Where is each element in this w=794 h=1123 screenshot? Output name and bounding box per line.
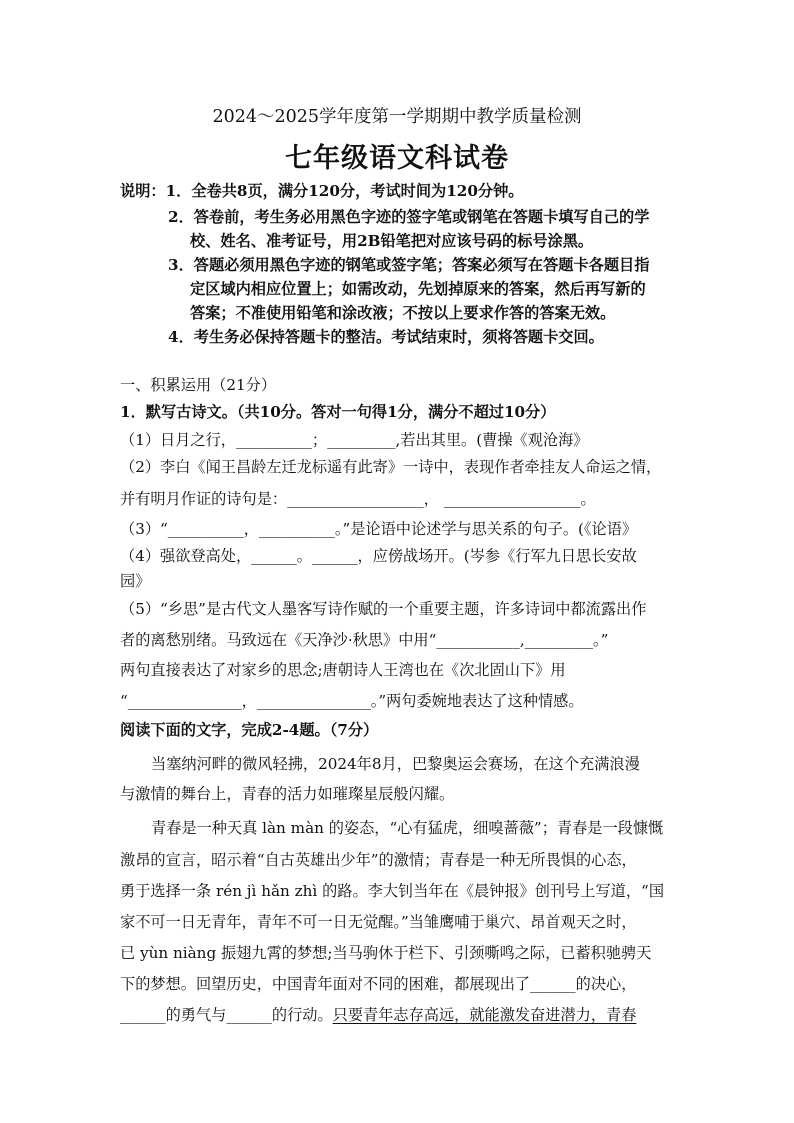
instruction-line: 定区域内相应位置上；如需改动，先划掉原来的答案，然后再写新的 xyxy=(190,280,646,298)
question-line: 两句直接表达了对家乡的思念;唐朝诗人王湾也在《次北固山下》用 xyxy=(120,661,566,679)
paragraph-line: 勇于选择一条 rén jì hǎn zhì 的路。李大钊当年在《晨钟报》创刊号上写道，“国 xyxy=(120,882,665,900)
instruction-line: 2．答卷前，考生务必用黑色字迹的签字笔或钢笔在答题卡填写自己的学 xyxy=(168,208,650,226)
question-line: （4）强欲登高处，______。______，应傍战场开。(岑参《行军九日思长安故 xyxy=(120,547,637,565)
question-line: （2）李白《闻王昌龄左迁龙标遥有此寄》一诗中，表现作者牵挂友人命运之情， xyxy=(120,458,662,476)
question-heading: 1．默写古诗文。（共10分。答对一句得1分，满分不超过10分） xyxy=(120,403,556,421)
paragraph-line: 与激情的舞台上，青春的活力如璀璨星辰般闪耀。 xyxy=(120,785,455,803)
question-line: “_______________，_______________。”两句委婉地表达了这种情感。 xyxy=(120,692,584,710)
exam-title: 七年级语文科试卷 xyxy=(285,143,509,174)
paragraph-line: 已 yùn niàng 振翅九霄的梦想;当马驹休于栏下、引颈嘶鸣之际，已蓄积驰骋天 xyxy=(120,944,652,962)
exam-subtitle: 2024～2025学年度第一学期期中教学质量检测 xyxy=(212,107,582,127)
paragraph-line: 青春是一种天真 làn màn 的姿态，“心有猛虎，细嗅蔷薇”；青春是一段慷慨 xyxy=(151,819,664,837)
section-heading: 一、积累运用（21分） xyxy=(120,376,277,394)
question-line: 者的离愁别绪。马致远在《天净沙·秋思》中用“___________,_________。” xyxy=(120,631,609,649)
instruction-line: 4．考生务必保持答题卡的整洁。考试结束时，须将答题卡交回。 xyxy=(168,328,604,346)
reading-heading: 阅读下面的文字，完成2-4题。（7分） xyxy=(120,721,379,739)
paragraph-line xyxy=(120,1005,636,1025)
paragraph-line: 家不可一日无青年，青年不可一日无觉醒。”当雏鹰哺于巢穴、昂首观天之时， xyxy=(120,913,637,931)
instruction-line: 说明：1．全卷共8页，满分120分，考试时间为120分钟。 xyxy=(120,182,524,200)
paragraph-line: 当塞纳河畔的微风轻拂，2024年8月，巴黎奥运会赛场，在这个充满浪漫 xyxy=(151,755,640,773)
question-line: 并有明月作证的诗句是：__________________， __________________。 xyxy=(120,490,596,508)
paragraph-line: 下的梦想。回望历史，中国青年面对不同的困难，都展现出了______的决心， xyxy=(120,975,637,993)
paragraph-text: ______的勇气与______的行动。 xyxy=(120,1006,333,1024)
question-line: （3）“__________，__________。”是论语中论述学与思关系的句子。(《论语》 xyxy=(120,520,638,538)
instruction-line: 3．答题必须用黑色字迹的钢笔或签字笔；答案必须写在答题卡各题目指 xyxy=(168,256,650,274)
underlined-text: 只要青年志存高远，就能激发奋进潜力，青春 xyxy=(332,1006,637,1024)
paragraph-line: 激昂的宣言，昭示着“自古英雄出少年”的激情；青春是一种无所畏惧的心态， xyxy=(120,851,637,869)
instruction-line: 校、姓名、准考证号，用2B铅笔把对应该号码的标号涂黑。 xyxy=(190,232,594,250)
instruction-line: 答案；不准使用铅笔和涂改液；不按以上要求作答的答案无效。 xyxy=(190,304,616,322)
question-line: （1）日月之行，__________；_________,若出其里。(曹操《观沧海》 xyxy=(120,431,589,449)
question-line: （5）“乡思”是古代文人墨客写诗作赋的一个重要主题，许多诗词中都流露出作 xyxy=(120,600,647,618)
question-line: 园》 xyxy=(120,572,151,590)
